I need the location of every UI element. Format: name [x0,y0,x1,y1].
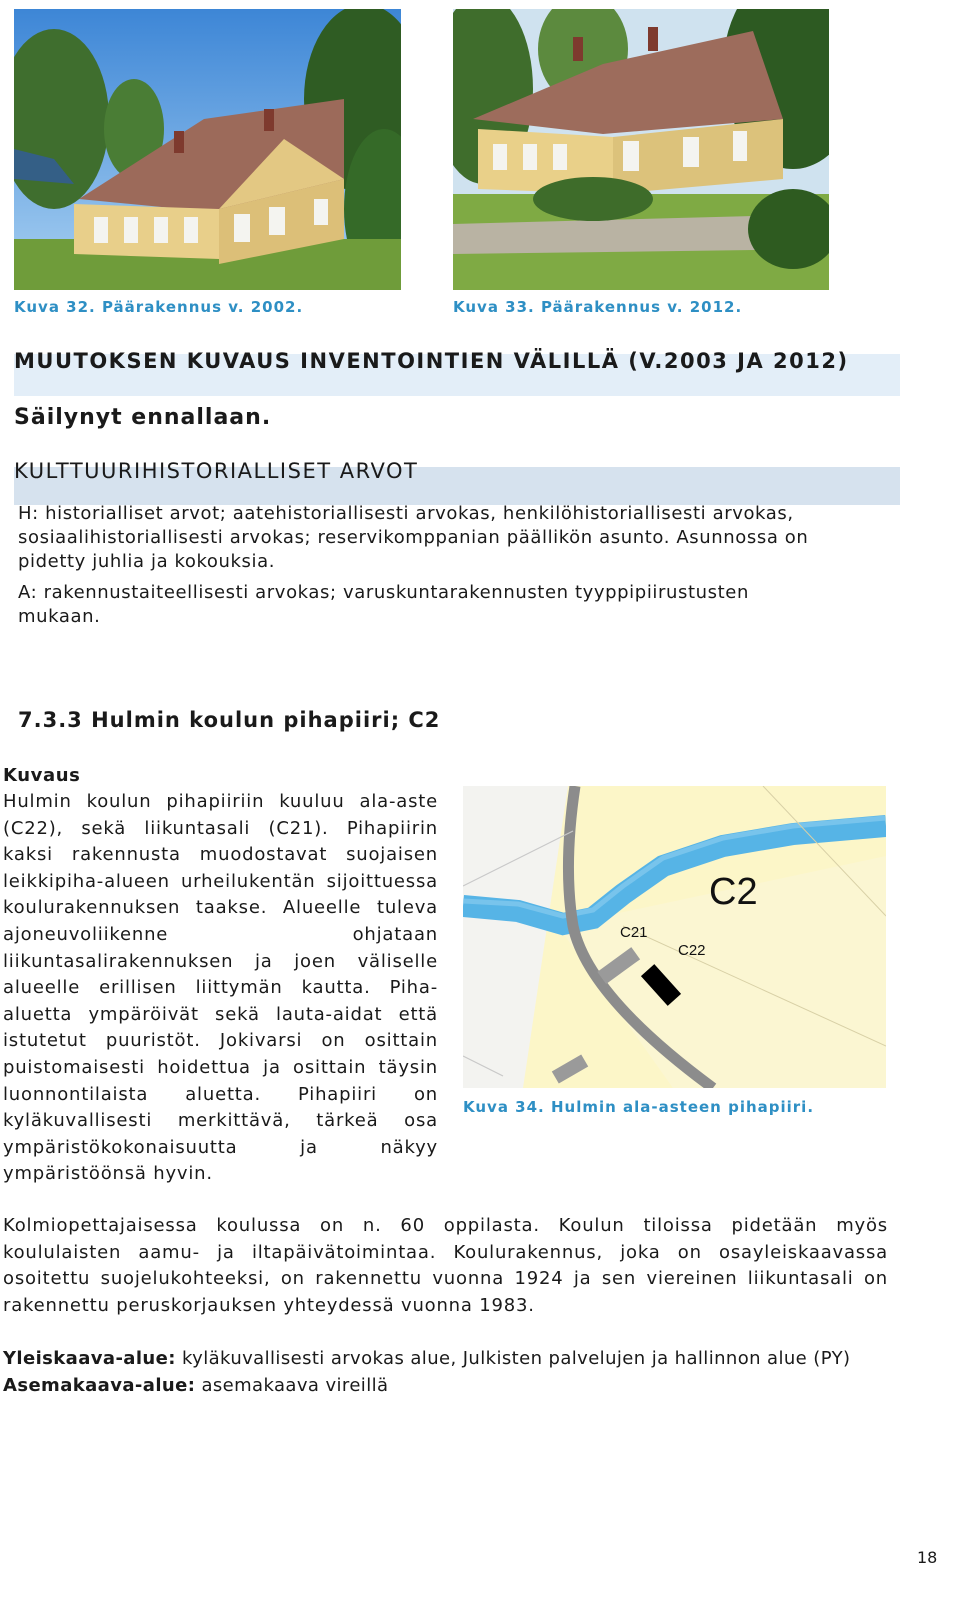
photo-caption-2012: Kuva 33. Päärakennus v. 2012. [453,298,743,316]
historical-values-text: H: historialliset arvot; aatehistoriallisesti arvokas, henkilöhistoriallisesti arvokas, sosiaalihistoriallisesti arvokas; reservikomppanian päällikön asunto. Asunnossa on pidetty juhlia ja kokouksia. [18,503,809,572]
asemakaava-label: Asemakaava-alue: [3,1375,196,1396]
section-title: 7.3.3 Hulmin koulun pihapiiri; C2 [18,708,441,732]
yleiskaava-label: Yleiskaava-alue: [3,1348,176,1369]
map-area-label: C2 [709,871,758,913]
photo-main-building-2002 [14,9,401,290]
house-photo-2002 [14,9,401,290]
photo-caption-2002: Kuva 32. Päärakennus v. 2002. [14,298,304,316]
changes-heading: MUUTOKSEN KUVAUS INVENTOINTIEN VÄLILLÄ (V.2003 JA 2012) [14,349,849,373]
values-heading: KULTTUURIHISTORIALLISET ARVOT [14,459,419,483]
map-caption: Kuva 34. Hulmin ala-asteen pihapiiri. [463,1098,815,1116]
architectural-values-text: A: rakennustaiteellisesti arvokas; varuskuntarakennusten tyyppipiirustusten mukaan. [18,582,749,627]
house-photo-2012 [453,9,829,290]
section-description: Hulmin koulun pihapiiriin kuuluu ala-aste (C22), sekä liikuntasali (C21). Pihapiirin kaksi rakennusta muodostavat suojaisen leikkipiha-alueen urheilukentän sijoittuessa koulurakennuksen taakse. Alueelle tuleva ajoneuvoliikenne ohjataan liikuntasalirakennuksen ja joen väliselle alueelle erillisen liittymän kautta. Piha-aluetta ympäröivät sekä lauta-aidat että istutetut puuristöt. Jokivarsi on osittain puistomaisesti hoidettua ja osittain täysin luonnontilaista aluetta. Pihapiiri on kyläkuvallisesti merkittävä, tärkeä osa ympäristökokonaisuutta ja näkyy ympäristöönsä hyvin. [3,791,438,1185]
asemakaava-value: asemakaava vireillä [201,1375,389,1396]
map-label-c21: C21 [620,924,648,941]
site-map-drawing [463,786,886,1088]
yleiskaava-row [3,1346,933,1372]
yleiskaava-value: kyläkuvallisesti arvokas alue, Julkisten palvelujen ja hallinnon alue (PY) [181,1348,851,1369]
site-map [463,786,886,1088]
school-description: Kolmiopettajaisessa koulussa on n. 60 oppilasta. Koulun tiloissa pidetään myös koululaisten aamu- ja iltapäivätoimintaa. Koulurakennus, joka on osayleiskaavassa osoitettu suojelukohteeksi, on rakennettu vuonna 1924 ja sen viereinen liikuntasali on rakennettu peruskorjauksen yhteydessä vuonna 1983. [3,1215,888,1316]
kuvaus-label: Kuvaus [3,765,81,786]
map-label-c22: C22 [678,942,706,959]
asemakaava-row [3,1373,388,1399]
photo-main-building-2012 [453,9,829,290]
changes-status: Säilynyt ennallaan. [14,405,272,430]
page-number: 18 [917,1548,938,1567]
